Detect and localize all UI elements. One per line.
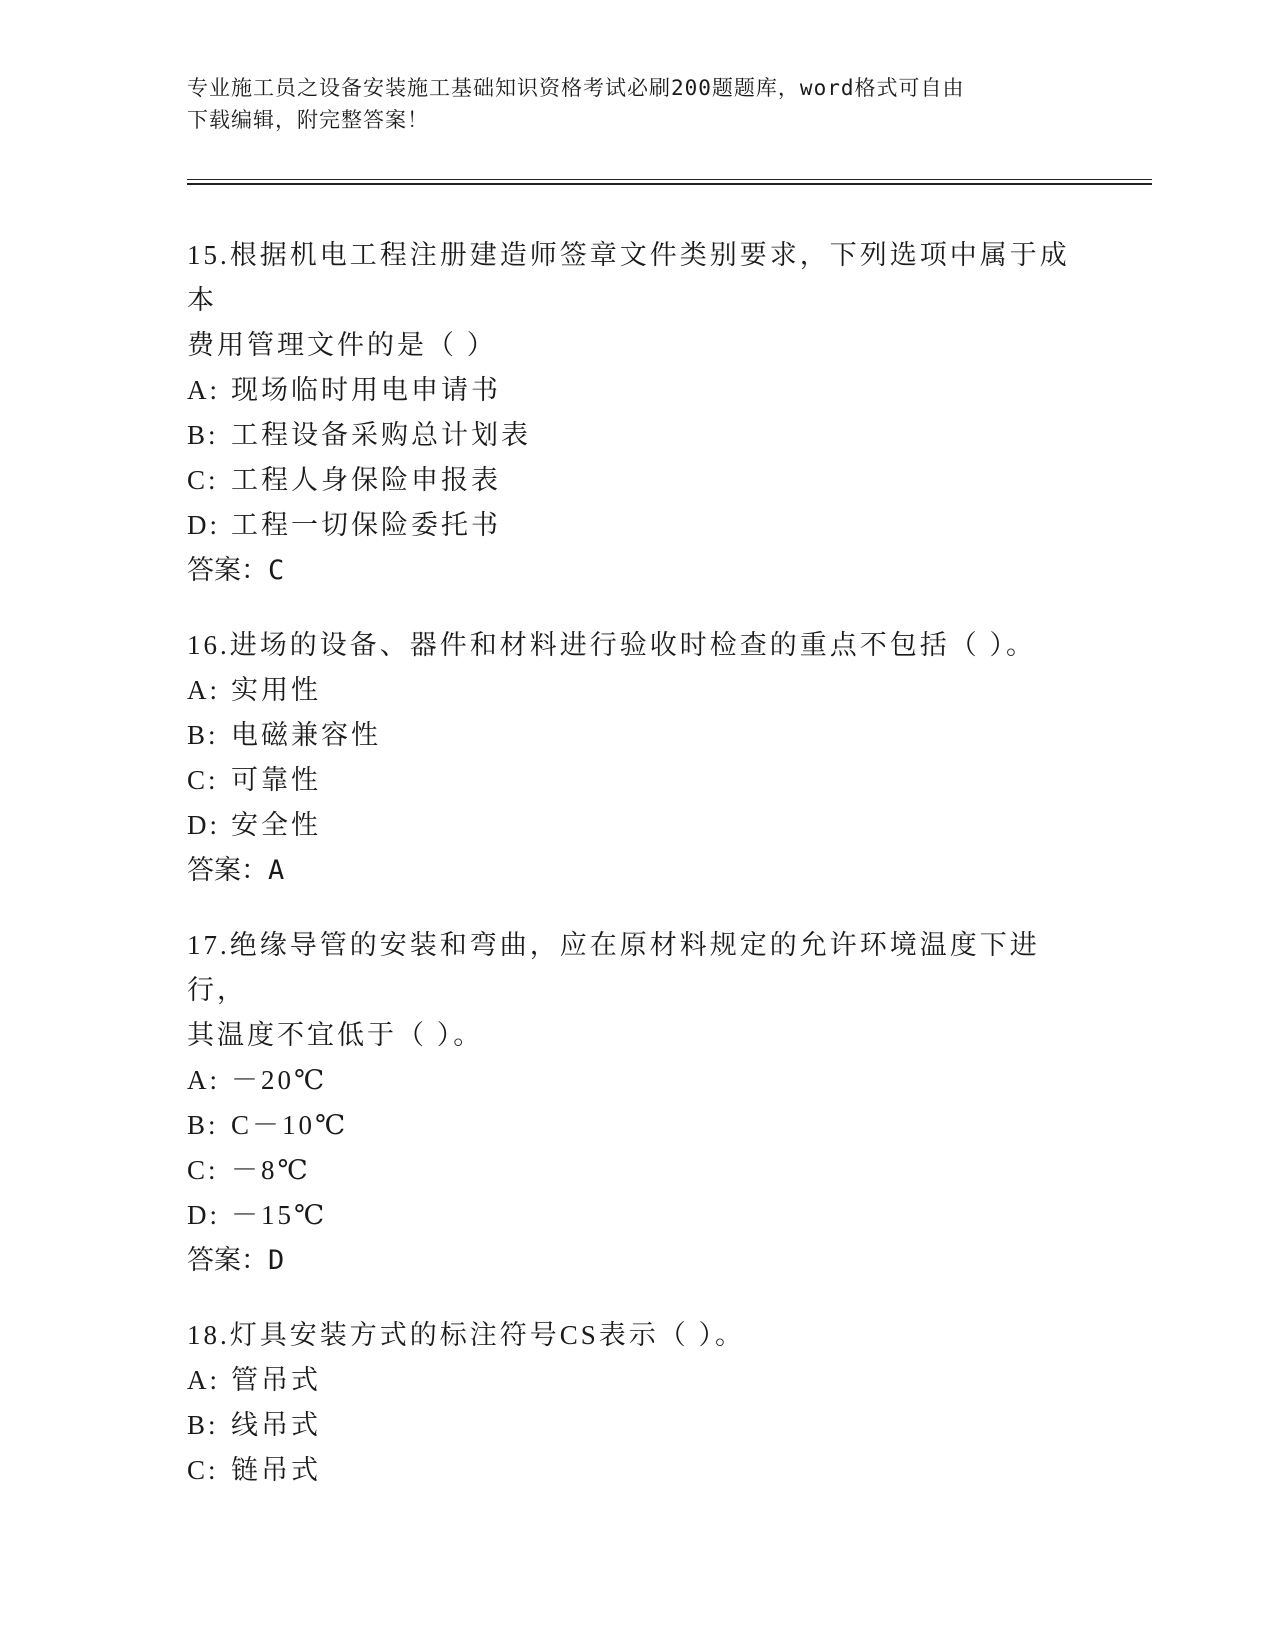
option-letter: C: xyxy=(187,465,219,495)
option-letter: B: xyxy=(187,1410,219,1440)
option-d xyxy=(187,1193,1087,1238)
answer-value: C xyxy=(268,555,285,586)
option-letter: C: xyxy=(187,1455,219,1485)
option-text: 安全性 xyxy=(231,810,321,840)
header-divider-thick xyxy=(187,183,1152,185)
option-a xyxy=(187,668,1087,713)
question-list xyxy=(187,233,1087,1523)
answer-line xyxy=(187,1238,1087,1283)
option-text: 管吊式 xyxy=(231,1365,321,1395)
question-16 xyxy=(187,623,1087,893)
option-letter: B: xyxy=(187,720,219,750)
option-text: 链吊式 xyxy=(231,1455,321,1485)
answer-label: 答案： xyxy=(187,855,268,886)
option-text: C－10℃ xyxy=(231,1110,349,1140)
question-15 xyxy=(187,233,1087,593)
option-letter: C: xyxy=(187,1155,219,1185)
option-letter: B: xyxy=(187,1110,219,1140)
option-text: 线吊式 xyxy=(231,1410,321,1440)
option-text: －20℃ xyxy=(231,1065,328,1095)
question-stem-line: 费用管理文件的是（ ） xyxy=(187,330,497,360)
answer-value: D xyxy=(268,1245,285,1276)
answer-line xyxy=(187,548,1087,593)
option-text: 现场临时用电申请书 xyxy=(231,375,501,405)
option-b xyxy=(187,1403,1087,1448)
answer-line xyxy=(187,848,1087,893)
option-letter: D: xyxy=(187,1200,220,1230)
header-line-2: 下载编辑，附完整答案！ xyxy=(187,108,429,132)
question-stem-line: 17.绝缘导管的安装和弯曲，应在原材料规定的允许环境温度下进行， xyxy=(187,930,1040,1005)
option-b xyxy=(187,1103,1087,1148)
option-text: －15℃ xyxy=(231,1200,328,1230)
option-text: 可靠性 xyxy=(231,765,321,795)
question-stem-line: 16.进场的设备、器件和材料进行验收时检查的重点不包括（ ）。 xyxy=(187,630,1036,660)
option-text: －8℃ xyxy=(231,1155,311,1185)
option-text: 工程人身保险申报表 xyxy=(231,465,501,495)
option-b xyxy=(187,413,1087,458)
answer-label: 答案： xyxy=(187,1245,268,1276)
option-letter: C: xyxy=(187,765,219,795)
option-text: 工程设备采购总计划表 xyxy=(231,420,531,450)
answer-value: A xyxy=(268,855,285,886)
option-letter: A: xyxy=(187,1065,220,1095)
option-c xyxy=(187,1148,1087,1193)
option-d xyxy=(187,803,1087,848)
option-b xyxy=(187,713,1087,758)
option-letter: A: xyxy=(187,675,220,705)
option-c xyxy=(187,758,1087,803)
option-d xyxy=(187,503,1087,548)
option-letter: A: xyxy=(187,1365,220,1395)
option-a xyxy=(187,1058,1087,1103)
question-17 xyxy=(187,923,1087,1283)
question-stem-line: 15.根据机电工程注册建造师签章文件类别要求，下列选项中属于成本 xyxy=(187,240,1070,315)
option-letter: A: xyxy=(187,375,220,405)
question-stem-line: 18.灯具安装方式的标注符号CS表示（ ）。 xyxy=(187,1320,746,1350)
header-divider-thin xyxy=(187,179,1152,180)
document-header xyxy=(187,72,1087,136)
header-line-1: 专业施工员之设备安装施工基础知识资格考试必刷200题题库，word格式可自由 xyxy=(187,76,965,100)
option-text: 电磁兼容性 xyxy=(231,720,381,750)
question-18 xyxy=(187,1313,1087,1493)
option-c xyxy=(187,1448,1087,1493)
option-letter: B: xyxy=(187,420,219,450)
question-stem-line: 其温度不宜低于（ ）。 xyxy=(187,1020,484,1050)
option-text: 工程一切保险委托书 xyxy=(231,510,501,540)
option-a xyxy=(187,1358,1087,1403)
option-c xyxy=(187,458,1087,503)
option-letter: D: xyxy=(187,810,220,840)
option-a xyxy=(187,368,1087,413)
option-text: 实用性 xyxy=(231,675,321,705)
option-letter: D: xyxy=(187,510,220,540)
answer-label: 答案： xyxy=(187,555,268,586)
